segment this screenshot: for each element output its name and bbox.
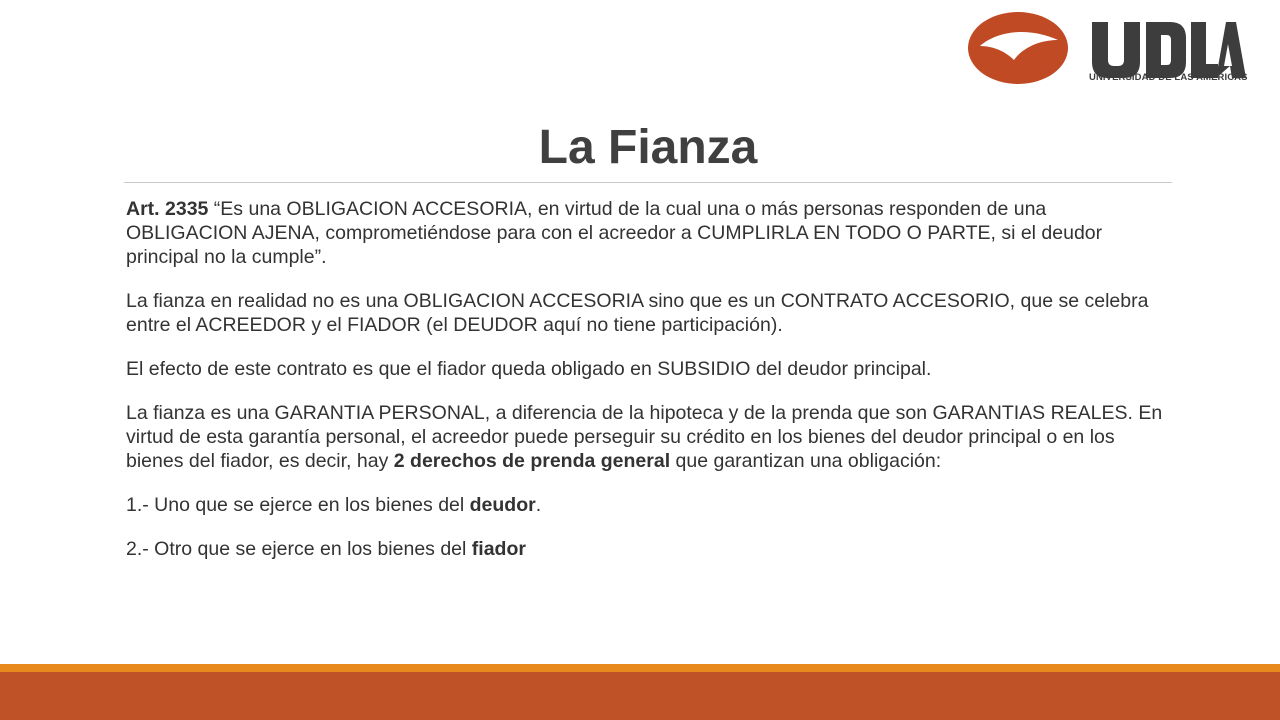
logo-subtitle: UNIVERSIDAD DE LAS AMÉRICAS <box>1089 72 1248 83</box>
list-item-fiador <box>126 537 1170 561</box>
garantia-text-after: que garantizan una obligación: <box>670 450 942 472</box>
article-text: “Es una OBLIGACION ACCESORIA, en virtud de la cual una o más personas responden de una OBLIGACION AJENA, comprometiéndose para con el acreedor a CUMPLIRLA EN TODO O PARTE, si el deudor principal no la cumple”. <box>126 198 1103 268</box>
fiador-bold: fiador <box>471 538 526 560</box>
list-item-deudor <box>126 493 1170 517</box>
paragraph-efecto: El efecto de este contrato es que el fiador queda obligado en SUBSIDIO del deudor principal. <box>126 358 932 380</box>
footer-accent-bar <box>0 664 1280 672</box>
footer-bar <box>0 672 1280 720</box>
fiador-text-before: 2.- Otro que se ejerce en los bienes del <box>126 538 472 560</box>
deudor-bold: deudor <box>469 494 536 516</box>
slide-title: La Fianza <box>538 121 758 174</box>
article-reference: Art. 2335 <box>126 198 209 220</box>
paragraph-contrato-accesorio: La fianza en realidad no es una OBLIGACION ACCESORIA sino que es un CONTRATO ACCESORIO, que se celebra entre el ACREEDOR y el FIADOR (el DEUDOR aquí no tiene participación). <box>126 290 1149 336</box>
slide-body <box>126 197 1170 581</box>
title-divider <box>124 182 1172 183</box>
garantia-text-before: La fianza es una GARANTIA PERSONAL, a diferencia de la hipoteca y de la prenda que son GARANTIAS REALES. En virtud de esta garantía personal, el acreedor puede perseguir su crédito en los bienes del deudor principal o en los bienes del fiador, es decir, hay <box>126 402 1163 472</box>
paragraph-art-2335 <box>126 197 1170 269</box>
deudor-text-before: 1.- Uno que se ejerce en los bienes del <box>126 494 470 516</box>
deudor-text-after: . <box>535 494 542 516</box>
garantia-bold: 2 derechos de prenda general <box>393 450 671 472</box>
paragraph-garantia-personal <box>126 401 1170 473</box>
